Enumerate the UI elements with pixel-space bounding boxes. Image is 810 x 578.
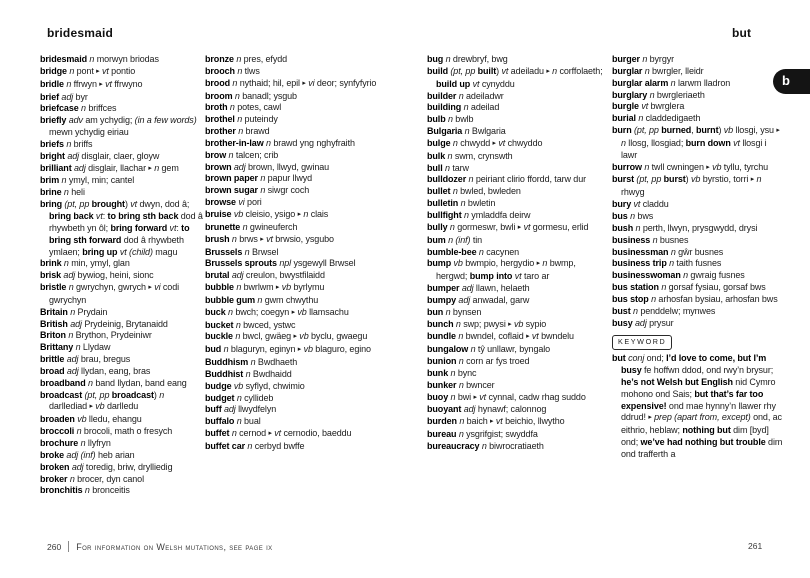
headword: build [427,65,448,76]
dictionary-entry: bundle n bwndel, coflaid ▸ vt bwndelu [427,331,574,342]
headword: buoy [427,391,449,402]
headword: bubble gum [205,294,255,305]
headword: brilliant [40,162,72,173]
headword: Brittany [40,342,74,353]
dictionary-entry: brisk adj bywiog, heini, sionc [40,270,154,281]
dictionary-entry: brunette n gwineuferch [205,221,298,232]
arrow-icon: ▸ [268,429,272,438]
dictionary-column-4 [612,54,785,461]
arrow-icon: ▸ [492,138,496,147]
headword: bring [40,199,62,210]
arrow-icon: ▸ [776,126,780,135]
arrow-icon: ▸ [99,79,103,88]
dictionary-entry: bus n bws [612,210,654,221]
headword: burglary [612,89,648,100]
headword: bristle [40,282,67,293]
headword: bug [427,54,444,64]
headword: brown paper [205,173,258,184]
headword: brush [205,233,230,244]
headword: bury [612,199,632,210]
dictionary-entry: broadcast (pt, pp broadcast) n darllediad ▸ vb darlledu [40,389,165,412]
dictionary-entry: bronchitis n bronceitis [40,485,130,496]
dictionary-entry: Briton n Brython, Prydeiniwr [40,330,152,341]
headword: burial [612,113,636,124]
dictionary-entry: Brussels sprouts npl ysgewyll Brwsel [205,258,356,269]
dictionary-entry: bus stop n arhosfan bysiau, arhosfan bws [612,293,778,304]
dictionary-entry: Bulgaria n Bwlgaria [427,126,506,137]
headword: building [427,102,462,113]
dictionary-entry: burglar n bwrgler, lleidr [612,65,704,76]
dictionary-entry: businesswoman n gwraig fusnes [612,270,745,281]
headword: bundle [427,331,456,342]
dictionary-entry: businessman n gŵr busnes [612,246,724,257]
arrow-icon: ▸ [293,332,297,341]
headword: brine [40,187,62,198]
dictionary-entry: bum n (inf) tin [427,234,483,245]
headword: bureaucracy [427,441,480,451]
headword: bucket [205,319,234,330]
dictionary-entry: brooch n tlws [205,65,260,76]
headword: broaden [40,414,75,425]
arrow-icon: ▸ [490,417,494,426]
headword: brow [205,149,227,160]
arrow-icon: ▸ [148,163,152,172]
headword: browse [205,197,236,208]
dictionary-entry: bristle n gwrychyn, gwrych ▸ vi codi gwrychyn [40,282,180,305]
dictionary-entry: bureaucracy n biwrocratiaeth [427,441,544,451]
dictionary-entry: brown sugar n siwgr coch [205,185,310,196]
headword: bulldozer [427,174,467,185]
dictionary-entry: burn (pt, pp burned, burnt) vb llosgi, ysu ▸ n llosg, llosgiad; burn down vt llosgi i lawr [612,125,780,160]
headword: bureau [427,429,457,440]
dictionary-entry: buoy n bwi ▸ vt cynnal, cadw rhag suddo [427,391,586,402]
headword: brutal [205,270,230,281]
headword: buffalo [205,416,235,427]
headword: brim [40,175,60,186]
dictionary-entry: bunion n corn ar fys troed [427,356,530,367]
dictionary-entry: bungalow n tŷ unllawr, byngalo [427,344,551,355]
keyword-label: KEYWORD [612,335,672,350]
headword: bunch [427,318,454,329]
arrow-icon: ▸ [297,345,302,354]
dictionary-entry: brush n brws ▸ vt brwsio, ysgubo [205,233,334,244]
headword: bunk [427,367,449,378]
headword: buffet [205,428,230,439]
headword: bus [612,210,628,221]
dictionary-entry: buff adj llwydfelyn [205,404,277,415]
arrow-icon: ▸ [275,283,280,292]
dictionary-entry: budge vb syflyd, chwimio [205,380,305,391]
dictionary-entry: bury vt claddu [612,199,669,210]
headword: business [612,234,651,245]
arrow-icon: ▸ [96,66,100,75]
headword: burglar alarm [612,77,669,88]
dictionary-entry: brochure n llyfryn [40,438,111,448]
headword: brothel [205,114,235,125]
dictionary-entry: Buddhist n Bwdhaidd [205,368,292,379]
dictionary-entry: browse vi pori [205,197,262,208]
headword: brittle [40,354,65,365]
arrow-icon: ▸ [706,162,710,171]
dictionary-entry: bug n drewbryf, bwg [427,54,508,64]
headword: brief [40,91,60,102]
footer-divider [68,541,69,552]
dictionary-entry: bud n blaguryn, eginyn ▸ vb blaguro, egino [205,344,371,355]
dictionary-entry: burial n claddedigaeth [612,113,701,124]
dictionary-entry: bun n bynsen [427,306,482,317]
headword: bruise [205,208,232,219]
headword: bull [427,162,443,173]
headword: brochure [40,438,79,448]
dictionary-entry: burgle vt bwrglera [612,101,685,112]
footer-note: For information on Welsh mutations, see page ix [76,541,273,552]
headword: bunker [427,379,457,390]
dictionary-entry: build (pt, pp built) vt adeiladu ▸ n corffolaeth; build up vt cynyddu [427,65,603,89]
headword: Buddhism [205,357,249,368]
dictionary-entry: bridle n ffrwyn ▸ vt ffrwyno [40,78,143,89]
headword: Briton [40,330,66,341]
dictionary-entry: buffalo n bual [205,416,261,427]
dictionary-entry: broadband n band llydan, band eang [40,377,187,388]
arrow-icon: ▸ [508,319,512,328]
headword: brown sugar [205,185,258,196]
arrow-icon: ▸ [750,175,755,184]
headword: burn [612,125,632,136]
headword: burden [427,416,457,427]
headword: builder [427,90,457,101]
dictionary-entry: broom n banadl; ysgub [205,90,297,101]
dictionary-entry: builder n adeiladwr [427,90,504,101]
dictionary-entry: bullfight n ymladdfa deirw [427,209,531,220]
headword: bully [427,221,448,232]
dictionary-entry: broken adj toredig, briw, drylliedig [40,461,173,472]
dictionary-entry: burglar alarm n larwm lladron [612,77,731,88]
headword: bumble-bee [427,246,477,257]
headword: Brussels sprouts [205,258,277,269]
headword: buff [205,404,222,415]
dictionary-entry: buffet n cernod ▸ vt cernodio, baeddu [205,428,352,439]
arrow-icon: ▸ [526,332,530,341]
headword: broken [40,461,70,472]
dictionary-entry: Brittany n Llydaw [40,342,111,353]
arrow-icon: ▸ [297,209,301,218]
dictionary-entry: bully n gormeswr, bwli ▸ vt gormesu, erlid [427,221,589,232]
page-footer [47,541,273,552]
headword: bronze [205,54,234,64]
running-head-left: bridesmaid [47,26,114,40]
headword: brood [205,77,230,88]
dictionary-column-2 [205,54,391,453]
letter-tab-label: b [782,73,790,88]
headword: brother [205,126,236,137]
headword: bridge [40,65,67,76]
headword: bullet [427,186,451,197]
arrow-icon: ▸ [260,234,264,243]
headword: Bulgaria [427,126,463,137]
headword: burst [612,174,635,185]
headword: broadband [40,377,86,388]
dictionary-entry: broke adj (inf) heb arian [40,449,135,460]
dictionary-entry: bring (pt, pp brought) vt dwyn, dod â; bring back vt: to bring sth back dod â rhywbeth yn ôl; bring forward vt: to bring sth forward dod â rhywbeth ymlaen; bring up vt (child) magu [40,199,203,257]
headword: brooch [205,65,235,76]
dictionary-entry: brood n nythaid; hil, epil ▸ vi deor; synfyfyrio [205,77,377,88]
dictionary-entry: bridesmaid n morwyn briodas [40,54,159,64]
dictionary-entry: brothel n puteindy [205,114,278,125]
headword: bungalow [427,344,469,355]
headword: bus stop [612,293,649,304]
dictionary-entry: bubble n bwrlwm ▸ vb byrlymu [205,282,325,293]
headword: briefcase [40,103,79,114]
headword: brisk [40,270,62,281]
dictionary-entry: broker n brocer, dyn canol [40,473,144,484]
headword: buffet car [205,441,246,451]
dictionary-entry: broaden vb lledu, ehangu [40,414,142,425]
dictionary-entry: bulge n chwydd ▸ vt chwyddo [427,137,543,148]
headword: brown [205,161,232,172]
dictionary-entry: bump vb bwmpio, hergydio ▸ n bwmp, hergwd; bump into vt taro ar [427,258,576,282]
headword: buckle [205,331,233,342]
dictionary-entry: Buddhism n Bwdhaeth [205,357,298,368]
headword: broccoli [40,426,75,437]
headword: budget [205,392,235,403]
dictionary-entry: brittle adj brau, bregus [40,354,131,365]
dictionary-entry: bumper adj llawn, helaeth [427,283,530,294]
dictionary-entry: budget n cyllideb [205,392,274,403]
headword: bumper [427,283,460,294]
headword: but [612,353,626,364]
headword: businesswoman [612,270,681,281]
dictionary-entry: brown adj brown, llwyd, gwinau [205,161,330,172]
page-number-left: 260 [47,541,62,552]
headword: bud [205,344,222,355]
headword: Britain [40,306,68,317]
dictionary-entry: burst (pt, pp burst) vb byrstio, torri ▸ n rhwyg [612,174,762,198]
headword: bronchitis [40,485,83,496]
dictionary-entry: Brussels n Brwsel [205,246,279,257]
dictionary-column-3 [427,54,606,453]
dictionary-entry: bulldozer n peiriant clirio ffordd, tarw dur [427,174,587,185]
dictionary-entry: bumble-bee n cacynen [427,246,520,257]
headword: bulletin [427,198,459,209]
headword: bust [612,305,631,316]
dictionary-entry: British adj Prydeinig, Brytanaidd [40,318,168,329]
arrow-icon: ▸ [536,259,540,268]
headword: bumpy [427,294,457,305]
arrow-icon: ▸ [302,78,306,87]
headword: burgle [612,101,639,112]
dictionary-column-1 [40,54,203,497]
dictionary-entry: bust n penddelw; mynwes [612,305,716,316]
headword: bus station [612,282,659,293]
dictionary-entry: bulb n bwlb [427,114,474,125]
headword: broker [40,473,68,484]
headword: bum [427,234,446,245]
headword: bulge [427,137,451,148]
dictionary-entry: brim n ymyl, min; cantel [40,175,135,186]
dictionary-entry: Britain n Prydain [40,306,108,317]
headword: bubble [205,282,234,293]
dictionary-entry: brown paper n papur llwyd [205,173,313,184]
headword: bump [427,258,452,269]
arrow-icon: ▸ [291,307,295,316]
dictionary-entry: bulk n swm, crynswth [427,150,513,161]
headword: Buddhist [205,368,244,379]
arrow-icon: ▸ [473,392,477,401]
dictionary-entry: bunker n bwncer [427,379,495,390]
headword: bullfight [427,209,462,220]
dictionary-entry: broth n potes, cawl [205,102,282,113]
headword: brother-in-law [205,137,264,148]
dictionary-entry: buck n bwch; coegyn ▸ vb llamsachu [205,306,349,317]
arrow-icon: ▸ [148,283,152,292]
headword: busy [612,317,633,328]
dictionary-entry: bubble gum n gwm chwythu [205,294,319,305]
headword: bush [612,222,634,233]
headword: buoyant [427,404,462,415]
arrow-icon: ▸ [89,402,93,411]
dictionary-entry: buoyant adj hynawf; calonnog [427,404,547,415]
dictionary-entry: bull n tarw [427,162,469,173]
dictionary-entry: buckle n bwcl, gwäeg ▸ vb byclu, gwaegu [205,331,368,342]
dictionary-entry: building n adeilad [427,102,500,113]
dictionary-entry: bulletin n bwletin [427,198,496,209]
dictionary-entry: burglary n bwrgleriaeth [612,89,705,100]
dictionary-entry: briefcase n briffces [40,103,117,114]
arrow-icon: ▸ [546,66,550,75]
dictionary-entry: brink n min, ymyl, glan [40,258,130,269]
dictionary-entry: bronze n pres, efydd [205,54,288,64]
dictionary-entry: briefs n briffs [40,138,93,149]
headword: British [40,318,68,329]
headword: broth [205,102,228,113]
dictionary-entry: burger n byrgyr [612,54,675,64]
headword: broadcast [40,389,83,400]
dictionary-entry: bullet n bwled, bwleden [427,186,521,197]
headword: bunion [427,356,457,367]
headword: brink [40,258,62,269]
dictionary-entry: business n busnes [612,234,689,245]
dictionary-entry: but conj ond; I’d love to come, but I’m busy fe hoffwn ddod, ond rwy’n brysur; he’s not Welsh but English nid Cymro mohono ond Sais; but that’s far too expensive! ond mae hynny’n llawer rhy ddrud! ▸ prep (apart from, except) ond, ac eithrio, heblaw; nothing but dim [byd] ond; we’ve had nothing but trouble dim ond trafferth a [612,353,783,459]
dictionary-entry: bunk n bync [427,367,477,378]
headword: budge [205,380,232,391]
headword: brunette [205,221,241,232]
headword: bun [427,306,444,317]
dictionary-entry: broccoli n brocoli, math o fresych [40,426,173,437]
dictionary-entry: busy adj prysur [612,317,674,328]
dictionary-entry: brilliant adj disglair, llachar ▸ n gem [40,162,179,173]
headword: burglar [612,65,643,76]
dictionary-entry: buffet car n cerbyd bwffe [205,441,305,451]
headword: business trip [612,258,667,269]
dictionary-entry: brief adj byr [40,91,88,102]
headword: Brussels [205,246,243,257]
dictionary-entry: bush n perth, llwyn, prysgwydd, drysi [612,222,758,233]
headword: briefs [40,138,64,149]
dictionary-entry: bright adj disglair, claer, gloyw [40,150,160,161]
headword: broom [205,90,233,101]
headword: bulb [427,114,446,125]
headword: businessman [612,246,669,257]
dictionary-entry: briefly adv am ychydig; (in a few words) mewn ychydig eiriau [40,115,197,138]
dictionary-entry: brow n talcen; crib [205,149,279,160]
dictionary-entry: broad adj llydan, eang, bras [40,365,151,376]
dictionary-entry: bunch n swp; pwysi ▸ vb sypio [427,318,547,329]
dictionary-entry: brother n brawd [205,126,270,137]
headword: bridesmaid [40,54,88,64]
headword: bulk [427,150,446,161]
dictionary-entry: brutal adj creulon, bwystfilaidd [205,270,325,281]
dictionary-entry: bureau n ysgrifgist; swyddfa [427,429,538,440]
dictionary-entry: burrow n twll cwningen ▸ vb tyllu, tyrchu [612,161,769,172]
dictionary-entry: bucket n bwced, ystwc [205,319,296,330]
running-head-right: but [732,26,752,40]
page-number-right: 261 [748,541,763,551]
keyword-box [612,335,785,350]
headword: bright [40,150,65,161]
dictionary-entry: brother-in-law n brawd yng nghyfraith [205,137,355,148]
headword: briefly [40,115,67,126]
dictionary-entry: bridge n pont ▸ vt pontio [40,65,136,76]
headword: buck [205,306,226,317]
dictionary-entry: brine n heli [40,187,85,198]
headword: burrow [612,161,642,172]
headword: broke [40,449,65,460]
arrow-icon: ▸ [648,413,652,422]
dictionary-entry: bumpy adj anwadal, garw [427,294,530,305]
headword: broad [40,365,65,376]
headword: bridle [40,78,64,89]
headword: burger [612,54,640,64]
dictionary-entry: bus station n gorsaf fysiau, gorsaf bws [612,282,766,293]
arrow-icon: ▸ [517,222,522,231]
dictionary-entry: bruise vb cleisio, ysigo ▸ n clais [205,208,329,219]
dictionary-entry: business trip n taith fusnes [612,258,722,269]
dictionary-entry: burden n baich ▸ vt beichio, llwytho [427,416,565,427]
